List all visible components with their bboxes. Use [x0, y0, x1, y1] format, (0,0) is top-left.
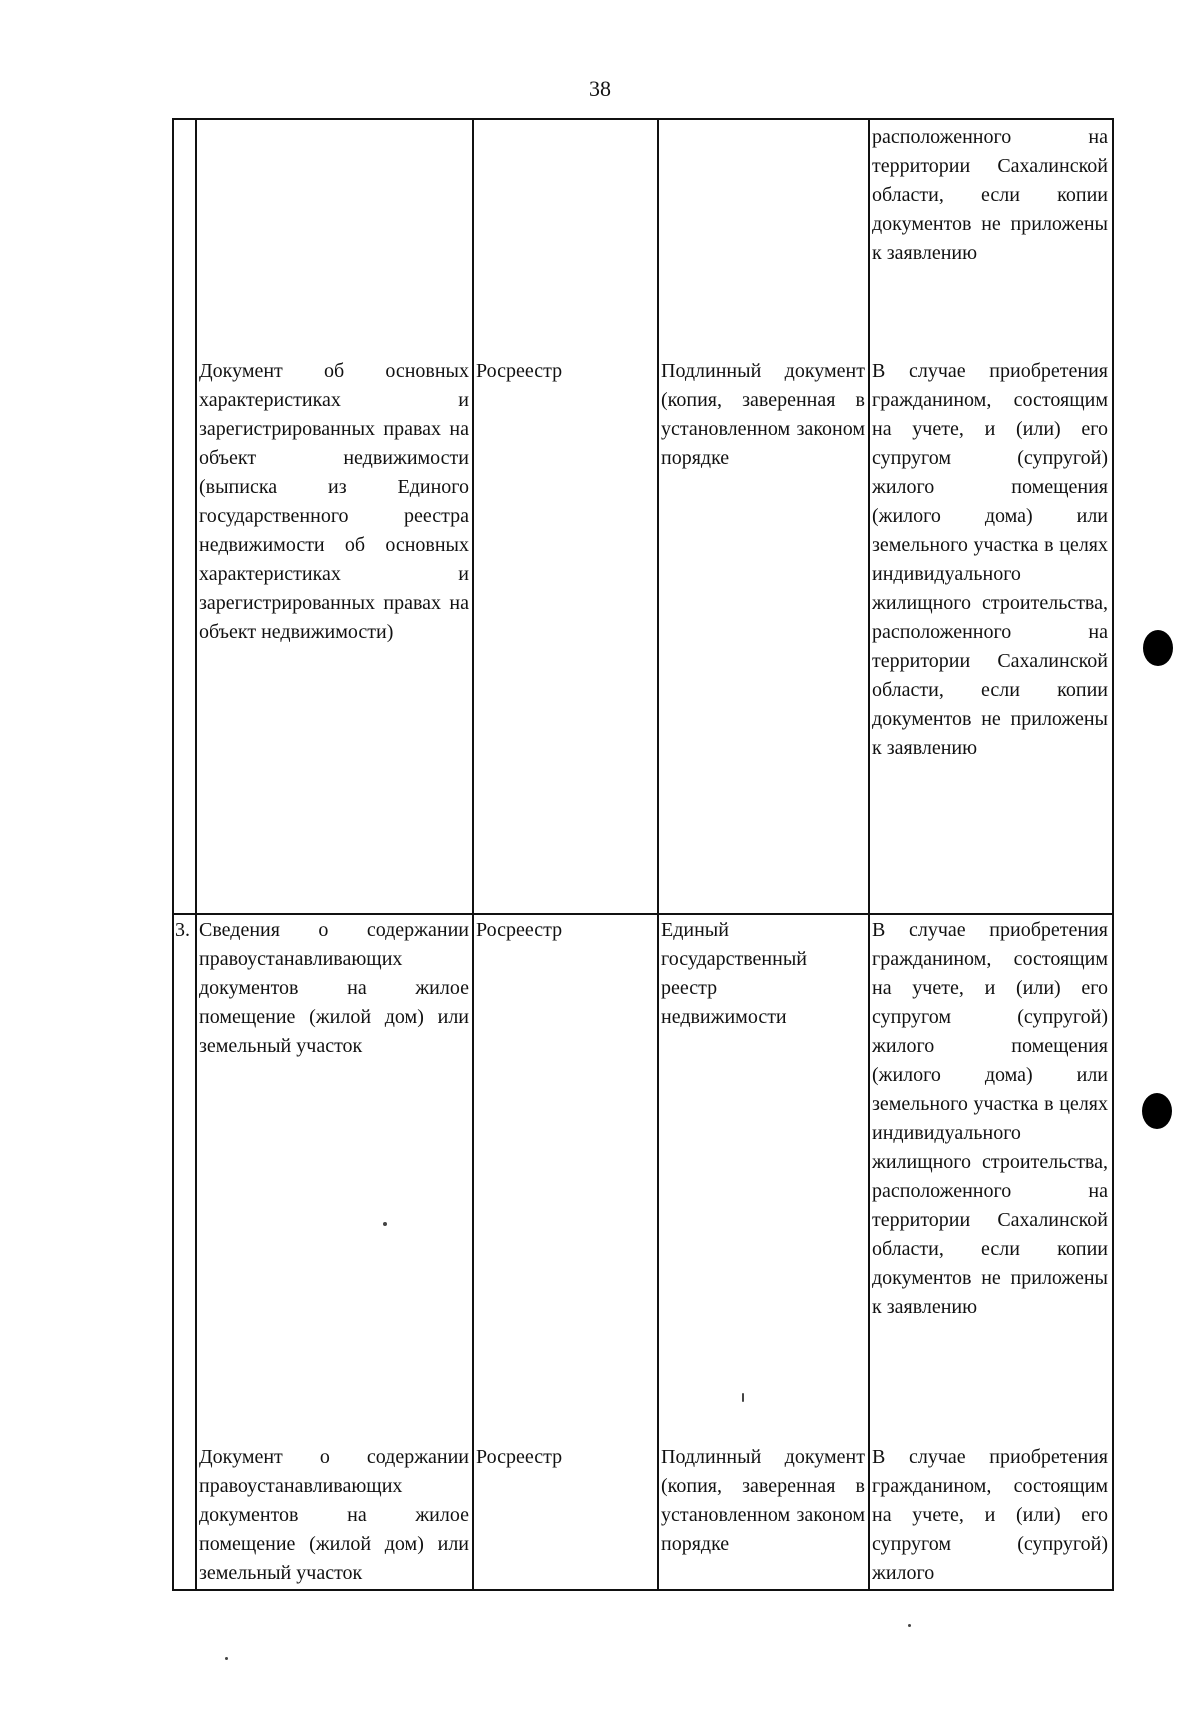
- row-divider: [172, 913, 1114, 915]
- scan-speck: [383, 1222, 387, 1226]
- table-row-4-form: Подлинный документ (копия, заверенная в установленном законом порядке: [661, 1446, 865, 1555]
- table-left-border: [172, 118, 174, 1591]
- table-row-3-source: Росреестр: [476, 919, 563, 941]
- page-number: 38: [589, 76, 611, 101]
- table-row-3-form: Единый государственный реестр недвижимости: [661, 919, 807, 1028]
- table-row-3-condition: В случае приобретения гражданином, состоящим на учете, и (или) его супругом (супругой) жилого помещения (жилого дома) или земельного участка в целях индивидуального жилищного строительства, расположенного на территории Сахалинской области, если копии документов не приложены к заявлению: [872, 919, 1108, 1318]
- document-column-divider: [472, 118, 474, 1591]
- requirements-table: [172, 118, 1114, 1591]
- table-row-4-source: Росреестр: [476, 1446, 563, 1468]
- scan-speck: [908, 1624, 911, 1627]
- table-row-3-document: Сведения о содержании правоустанавливающих документов на жилое помещение (жилой дом) или земельный участок: [199, 919, 469, 1057]
- table-row-2-condition: В случае приобретения гражданином, состоящим на учете, и (или) его супругом (супругой) жилого помещения (жилого дома) или земельного участка в целях индивидуального жилищного строительства, расположенного на территории Сахалинской области, если копии документов не приложены к заявлению: [872, 360, 1108, 759]
- form-column-divider: [868, 118, 870, 1591]
- table-row-2-source: Росреестр: [476, 360, 563, 382]
- punch-hole-mark: [1143, 630, 1173, 666]
- table-row-4-document: Документ о содержании правоустанавливающих документов на жилое помещение (жилой дом) или земельный участок: [199, 1446, 469, 1584]
- table-row-1-condition: расположенного на территории Сахалинской области, если копии документов не приложены к заявлению: [872, 126, 1108, 264]
- table-top-border: [172, 118, 1114, 120]
- number-column-divider: [195, 118, 197, 1591]
- table-row-2-form: Подлинный документ (копия, заверенная в установленном законом порядке: [661, 360, 865, 469]
- table-bottom-border: [172, 1589, 1114, 1591]
- scan-speck: [742, 1393, 744, 1402]
- scan-speck: [225, 1657, 228, 1660]
- source-column-divider: [657, 118, 659, 1591]
- table-right-border: [1112, 118, 1114, 1591]
- punch-hole-mark: [1142, 1093, 1172, 1129]
- table-row-4-condition: В случае приобретения гражданином, состоящим на учете, и (или) его супругом (супругой) жилого: [872, 1446, 1108, 1584]
- table-row-3-number: 3.: [175, 919, 190, 941]
- table-row-2-document: Документ об основных характеристиках и зарегистрированных правах на объект недвижимости (выписка из Единого государственного реестра недвижимости об основных характеристиках и зарегистрированных правах на объект недвижимости): [199, 360, 469, 643]
